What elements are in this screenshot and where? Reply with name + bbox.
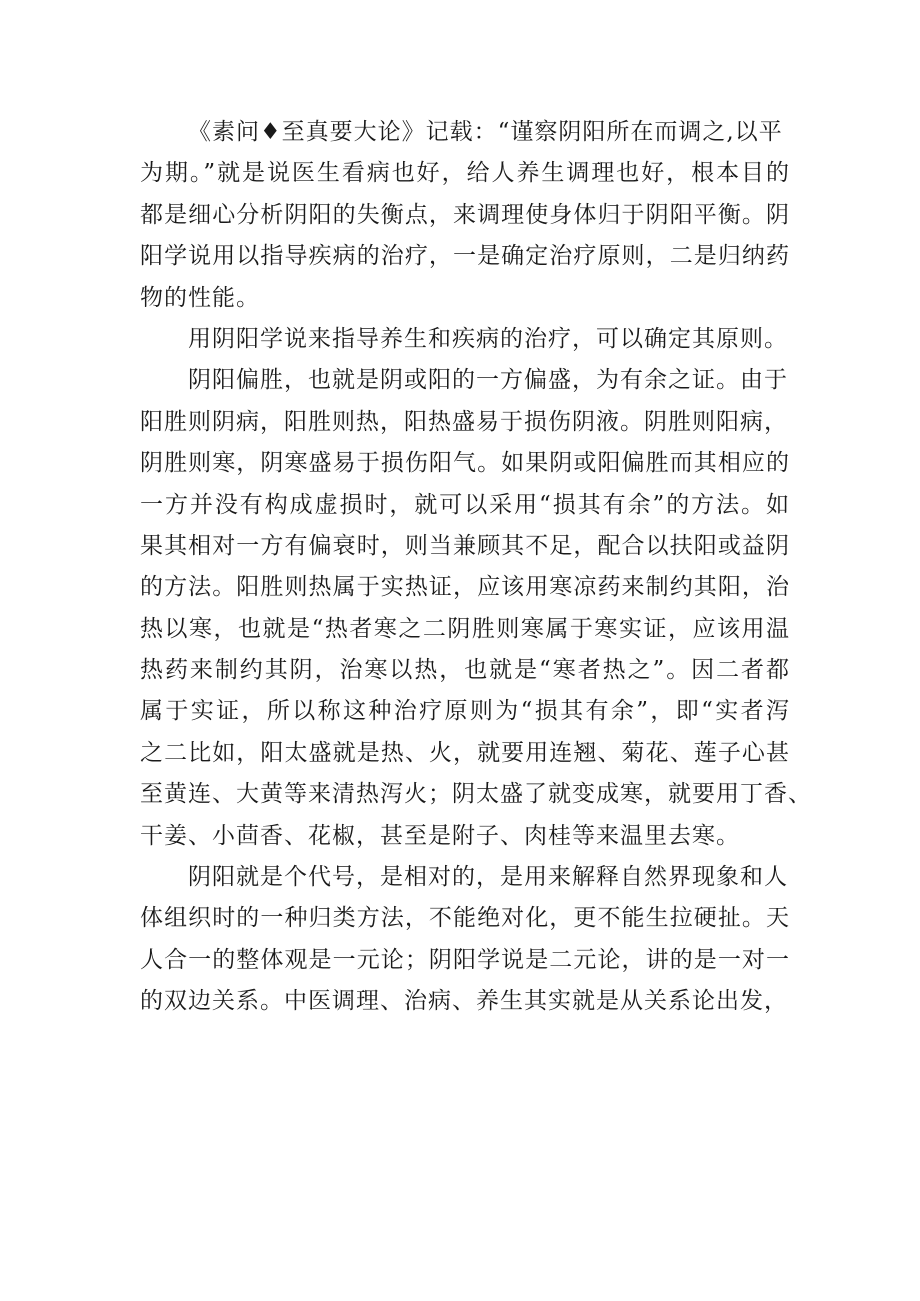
paragraph-3-line-4: 一方并没有构成虚损时，就可以采用“损其有余”的方法。如 <box>140 491 790 518</box>
paragraph-3-line-8: 热药来制约其阴，治寒以热，也就是“寒者热之”。因二者都 <box>140 657 790 684</box>
paragraph-3-line-11: 至黄连、大黄等来清热泻火；阴太盛了就变成寒，就要用丁香、 <box>140 781 812 808</box>
paragraph-3-line-6: 的方法。阳胜则热属于实热证，应该用寒凉药来制约其阳，治 <box>140 574 790 601</box>
paragraph-3-line-10: 之二比如，阳太盛就是热、火，就要用连翘、菊花、莲子心甚 <box>140 739 790 766</box>
paragraph-3-line-9: 属于实证，所以称这种治疗原则为“损其有余”，即“实者泻 <box>140 698 790 725</box>
paragraph-1-line-3: 都是细心分析阴阳的失衡点，来调理使身体归于阴阳平衡。阴 <box>140 201 790 228</box>
paragraph-2-line-1: 用阴阳学说来指导养生和疾病的治疗，可以确定其原则。 <box>188 325 788 352</box>
paragraph-1-line-5: 物的性能。 <box>140 284 260 311</box>
paragraph-3-line-2: 阳胜则阴病，阳胜则热，阳热盛易于损伤阴液。阴胜则阳病， <box>140 408 788 435</box>
paragraph-4-line-1: 阴阳就是个代号，是相对的，是用来解释自然界现象和人 <box>188 864 788 891</box>
paragraph-4-line-4: 的双边关系。中医调理、治病、养生其实就是从关系论出发， <box>140 988 788 1015</box>
paragraph-3-line-3: 阴胜则寒，阴寒盛易于损伤阳气。如果阴或阳偏胜而其相应的 <box>140 450 790 477</box>
paragraph-1-line-4: 阳学说用以指导疾病的治疗，一是确定治疗原则，二是归纳药 <box>140 243 790 270</box>
paragraph-3-line-1: 阴阳偏胜，也就是阴或阳的一方偏盛，为有余之证。由于 <box>188 367 788 394</box>
paragraph-4-line-2: 体组织时的一种归类方法，不能绝对化，更不能生拉硬扯。天 <box>140 905 790 932</box>
paragraph-3-line-7: 热以寒，也就是“热者寒之二阴胜则寒属于寒实证，应该用温 <box>140 615 790 642</box>
paragraph-1-line-2: 为期。”就是说医生看病也好，给人养生调理也好，根本目的 <box>140 160 790 187</box>
paragraph-3-line-5: 果其相对一方有偏衰时，则当兼顾其不足，配合以扶阳或益阴 <box>140 532 790 559</box>
paragraph-1-line-1: 《素问♦至真要大论》记载：“谨察阴阳所在而调之,以平 <box>188 119 783 145</box>
document-body <box>140 112 812 1023</box>
paragraph-4-line-3: 人合一的整体观是一元论；阴阳学说是二元论，讲的是一对一 <box>140 946 790 973</box>
paragraph-3-line-12: 干姜、小茴香、花椒，甚至是附子、肉桂等来温里去寒。 <box>140 822 740 849</box>
